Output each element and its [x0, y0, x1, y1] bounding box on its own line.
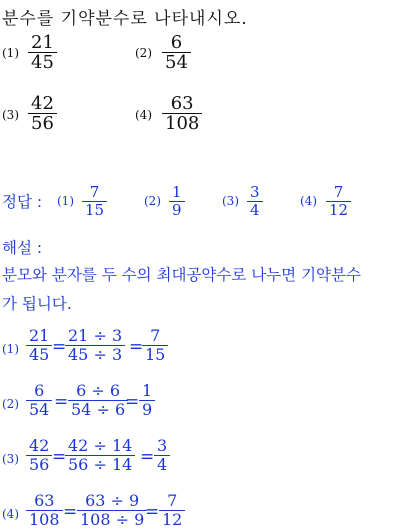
answer-heading: 정답 :	[2, 193, 43, 211]
numerator: 7	[82, 184, 107, 202]
denominator: 56	[29, 455, 50, 474]
numerator: 1	[169, 184, 185, 202]
numerator: 6	[162, 33, 191, 53]
numerator: 42	[28, 94, 57, 114]
denominator: 4	[157, 455, 168, 474]
question-4-label: (4)	[135, 108, 152, 122]
equals-sign: =	[140, 447, 155, 467]
step-1-division-fraction	[65, 327, 125, 364]
numerator: 7	[326, 184, 351, 202]
numerator: 3	[154, 437, 170, 456]
numerator: 63	[162, 94, 202, 114]
denominator: 12	[329, 201, 349, 219]
numerator: 21	[28, 33, 57, 53]
step-4-original-fraction	[26, 492, 63, 529]
denominator: 45	[31, 52, 54, 73]
explanation-heading: 해설 :	[2, 239, 43, 257]
denominator: 108 ÷ 9	[80, 510, 145, 529]
answer-1-fraction	[82, 184, 107, 219]
numerator: 42	[26, 437, 52, 456]
step-4-result-fraction	[159, 492, 185, 529]
step-2-division-fraction	[68, 382, 128, 419]
step-2-label: (2)	[2, 397, 19, 411]
denominator: 45	[29, 345, 50, 364]
denominator: 54 ÷ 6	[71, 400, 126, 419]
denominator: 45 ÷ 3	[68, 345, 123, 364]
equals-sign: =	[145, 502, 160, 522]
step-4-division-fraction	[77, 492, 147, 529]
denominator: 108	[165, 113, 200, 134]
explanation-line-1: 분모와 분자를 두 수의 최대공약수로 나누면 기약분수	[2, 266, 361, 284]
answer-3-label: (3)	[222, 194, 239, 208]
equals-sign: =	[129, 337, 144, 357]
answer-2-fraction	[169, 184, 185, 219]
denominator: 4	[250, 201, 260, 219]
explanation-line-2: 가 됩니다.	[2, 295, 72, 313]
answer-4-label: (4)	[300, 194, 317, 208]
question-1-label: (1)	[2, 46, 19, 60]
denominator: 15	[85, 201, 105, 219]
numerator: 42 ÷ 14	[65, 437, 135, 456]
numerator: 21 ÷ 3	[65, 327, 125, 346]
numerator: 6	[26, 382, 52, 401]
equals-sign: =	[125, 392, 140, 412]
question-3-label: (3)	[2, 108, 19, 122]
step-3-original-fraction	[26, 437, 52, 474]
numerator: 7	[159, 492, 185, 511]
question-3-fraction	[28, 94, 57, 133]
answer-2-label: (2)	[144, 194, 161, 208]
step-2-original-fraction	[26, 382, 52, 419]
numerator: 3	[247, 184, 263, 202]
step-1-original-fraction	[26, 327, 52, 364]
equals-sign: =	[63, 502, 78, 522]
step-3-result-fraction	[154, 437, 170, 474]
numerator: 1	[139, 382, 155, 401]
denominator: 12	[162, 510, 183, 529]
question-2-label: (2)	[135, 46, 152, 60]
problem-title: 분수를 기약분수로 나타내시오.	[2, 9, 248, 29]
step-3-label: (3)	[2, 452, 19, 466]
numerator: 63 ÷ 9	[77, 492, 147, 511]
answer-1-label: (1)	[57, 194, 74, 208]
equals-sign: =	[52, 337, 67, 357]
denominator: 56	[31, 113, 54, 134]
answer-4-fraction	[326, 184, 351, 219]
numerator: 63	[26, 492, 63, 511]
equals-sign: =	[52, 447, 67, 467]
answer-3-fraction	[247, 184, 263, 219]
denominator: 15	[145, 345, 166, 364]
denominator: 9	[172, 201, 182, 219]
question-1-fraction	[28, 33, 57, 72]
denominator: 54	[165, 52, 188, 73]
question-4-fraction	[162, 94, 202, 133]
denominator: 9	[142, 400, 153, 419]
step-1-label: (1)	[2, 342, 19, 356]
equals-sign: =	[54, 392, 69, 412]
step-1-result-fraction	[142, 327, 168, 364]
question-2-fraction	[162, 33, 191, 72]
denominator: 108	[29, 510, 60, 529]
numerator: 7	[142, 327, 168, 346]
numerator: 6 ÷ 6	[68, 382, 128, 401]
step-2-result-fraction	[139, 382, 155, 419]
step-4-label: (4)	[2, 507, 19, 521]
step-3-division-fraction	[65, 437, 135, 474]
numerator: 21	[26, 327, 52, 346]
denominator: 56 ÷ 14	[68, 455, 133, 474]
denominator: 54	[29, 400, 50, 419]
